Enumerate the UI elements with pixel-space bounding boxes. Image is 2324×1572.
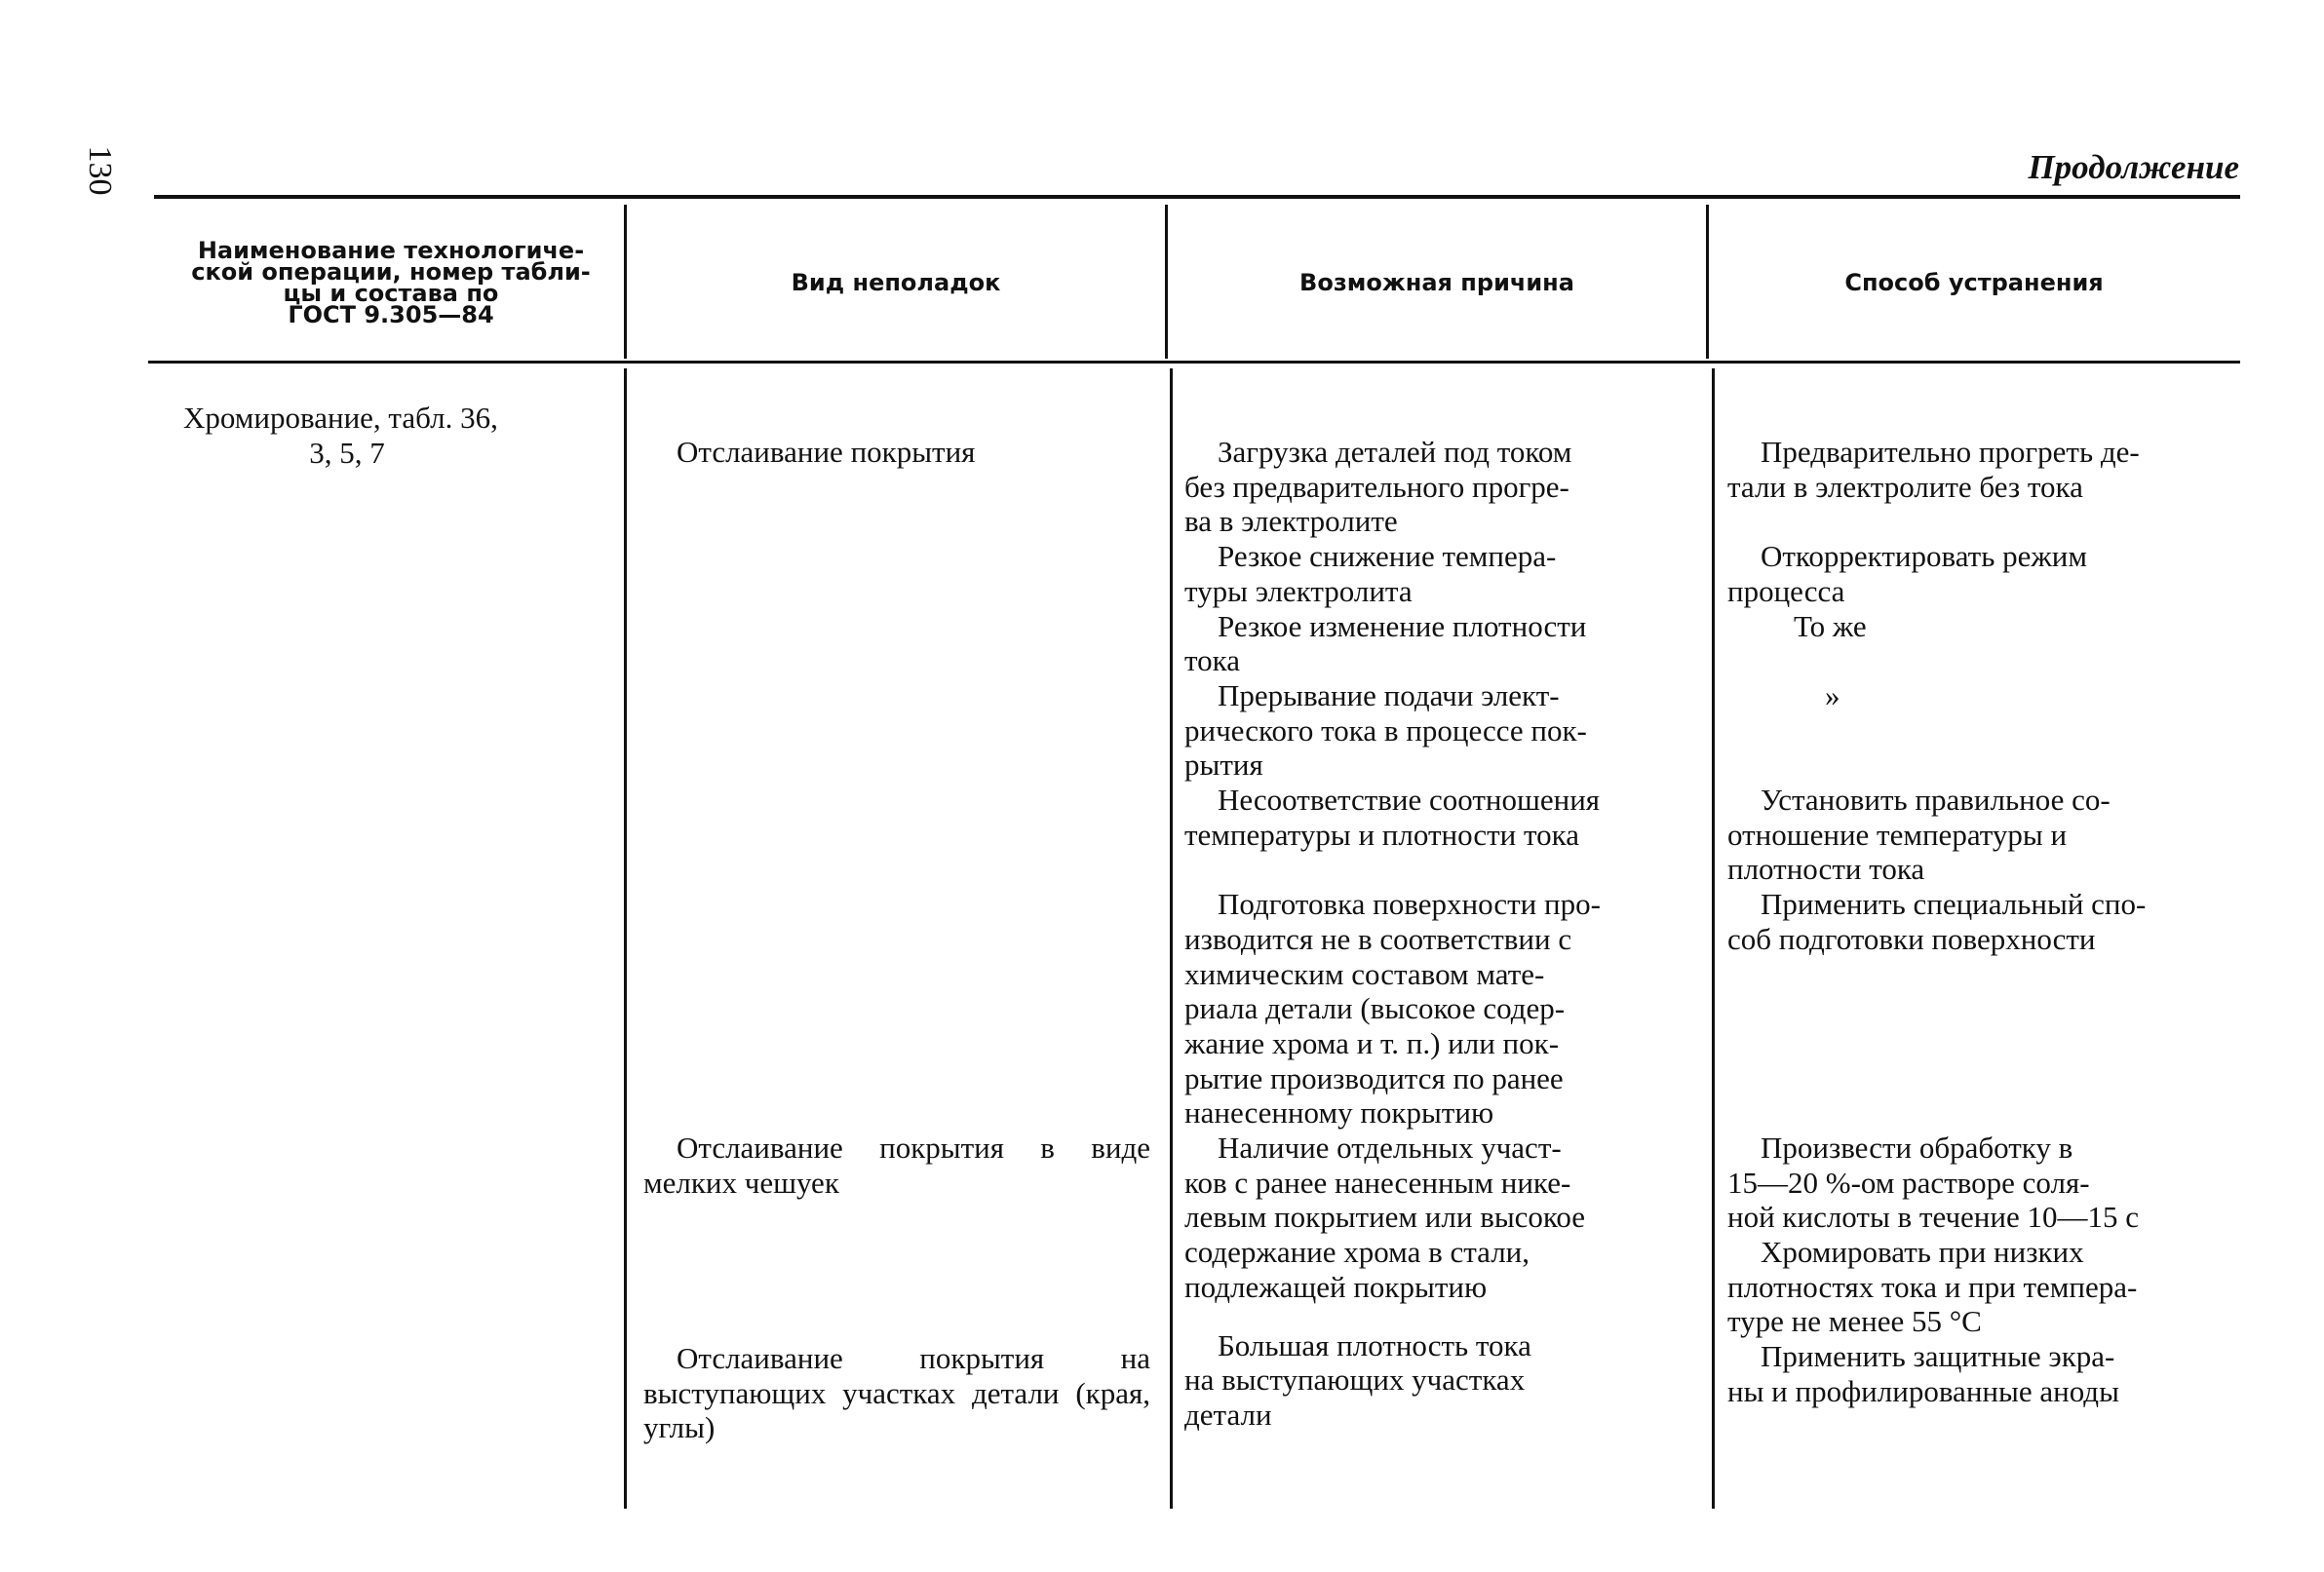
column-divider-3 bbox=[1706, 205, 1709, 359]
remedy-item: Установить правильное со- bbox=[1761, 782, 2111, 817]
remedy-item: Хромировать при низких bbox=[1761, 1235, 2084, 1270]
column-divider-1 bbox=[624, 205, 627, 359]
column-divider-3-body bbox=[1712, 368, 1715, 1509]
table-top-rule bbox=[154, 195, 2240, 199]
defect-2: Отслаивание покрытия в виде мелких чешуек bbox=[643, 1131, 1150, 1200]
column-divider-2-body bbox=[1170, 368, 1173, 1509]
causes-column: Загрузка деталей под током без предварительного прогре- ва в электролите Резкое снижение темпера- туры электролита Резкое изменение плотности тока Прерывание подачи элект- рического тока в процессе пок- рытия Несоответствие соотношения температуры и плотности тока Подготовка поверхности про- изводится не в соответствии с химическим составом мате- риала детали (высокое содер- жание хрома и т. п.) или пок- рытие производится по ранее нанесенному покрытию Наличие отдельных участ- ков с ранее нанесенным нике- левым покрытием или высокое содержание хрома в стали, подлежащей покрытию Большая плотность тока на выступающих участках детали bbox=[1184, 435, 1701, 1433]
cause-item: Большая плотность тока bbox=[1218, 1327, 1531, 1362]
cause-item: Резкое снижение темпера- bbox=[1218, 539, 1557, 574]
cause-item: Наличие отдельных участ- bbox=[1218, 1131, 1562, 1166]
defect-3: Отслаивание покрытия на выступающих участках детали (края, углы) bbox=[643, 1341, 1150, 1445]
continuation-label: Продолжение bbox=[2028, 148, 2239, 186]
cause-item: Подготовка поверхности про- bbox=[1218, 887, 1601, 922]
remedy-item: Предварительно прогреть де- bbox=[1761, 435, 2140, 469]
page-number: 130 bbox=[82, 145, 118, 196]
header-bottom-rule bbox=[148, 361, 2240, 364]
header-operation: Наименование технологиче- ской операции, номер табли- цы и состава по ГОСТ 9.305—84 bbox=[191, 236, 591, 328]
header-remedy: Способ устранения bbox=[1844, 268, 2104, 296]
operation-cell: Хромирование, табл. 36, 3, 5, 7 bbox=[183, 401, 498, 470]
remedy-item: Применить защитные экра- bbox=[1761, 1339, 2115, 1374]
remedies-column: Предварительно прогреть де- тали в электролите без тока Откорректировать режим процесса То же » Установить правильное со- отношение температуры и плотности тока Применить специальный спо- соб подготовки поверхности Произвести обработку в 15—20 %-ом растворе соля- ной кислоты в течение 10—15 с Хромировать при низких плотностях тока и при темпера- туре не менее 55 °С Применить защитные экра- ны и профилированные аноды bbox=[1727, 435, 2246, 1409]
cause-item: Прерывание подачи элект- bbox=[1218, 677, 1560, 712]
cause-item: Загрузка деталей под током bbox=[1218, 435, 1572, 469]
remedy-item: Откорректировать режим bbox=[1761, 539, 2087, 574]
remedy-item: Произвести обработку в bbox=[1761, 1130, 2073, 1165]
cause-item: Резкое изменение плотности bbox=[1218, 608, 1587, 643]
defect-1: Отслаивание покрытия bbox=[677, 435, 976, 469]
remedy-item: Применить специальный спо- bbox=[1761, 887, 2147, 922]
remedy-item: » bbox=[1825, 677, 1840, 712]
header-defect: Вид неполадок bbox=[791, 268, 1001, 296]
cause-item: Несоответствие соотношения bbox=[1218, 783, 1601, 818]
column-divider-1-body bbox=[624, 368, 627, 1509]
column-divider-2 bbox=[1165, 205, 1168, 359]
header-cause: Возможная причина bbox=[1299, 268, 1574, 296]
remedy-item: То же bbox=[1794, 608, 1867, 643]
